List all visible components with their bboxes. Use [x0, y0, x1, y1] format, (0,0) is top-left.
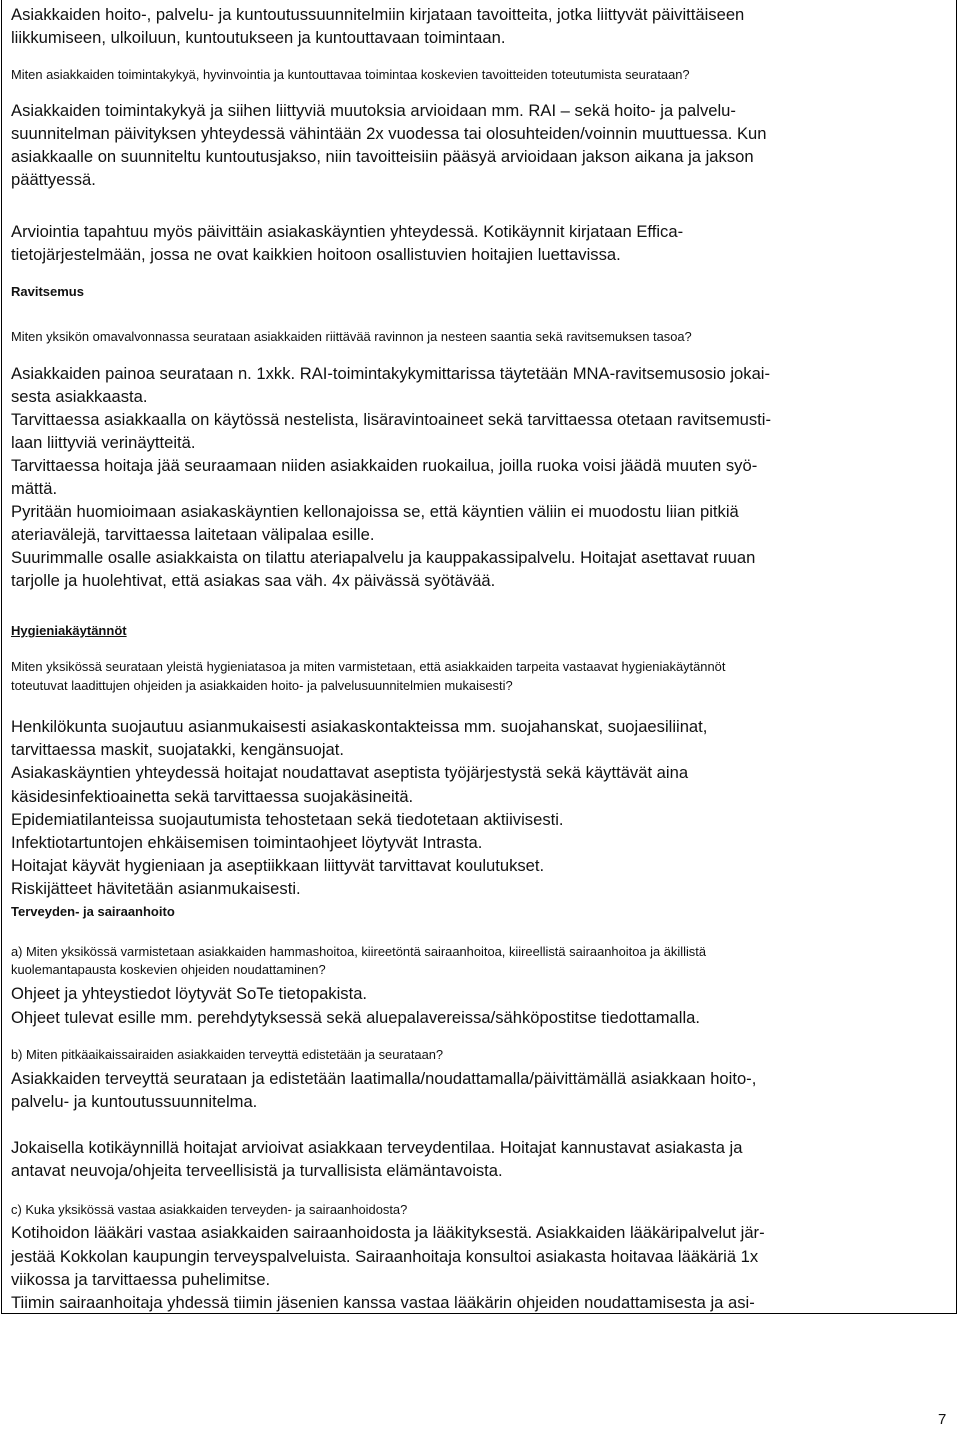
text-line: Tiimin sairaanhoitaja yhdessä tiimin jäsenien kanssa vastaa lääkärin ohjeiden noudattamisesta ja asi- [11, 1293, 755, 1312]
question-line: toteutuvat laadittujen ohjeiden ja asiakkaiden hoito- ja palvelusuunnitelmien mukaisesti? [11, 678, 513, 693]
text-line: Asiakaskäyntien yhteydessä hoitajat noudattavat aseptista työjärjestystä sekä käyttävät aina [11, 763, 689, 782]
text-line: suunnitelman päivityksen yhteydessä vähintään 2x vuodessa tai olosuhteiden/voinnin muuttuessa. Kun [11, 124, 767, 143]
text-line: antavat neuvoja/ohjeita terveellisistä ja turvallisista elämäntavoista. [11, 1161, 503, 1180]
text-line: Infektiotartuntojen ehkäisemisen toimintaohjeet löytyvät Intrasta. [11, 833, 483, 852]
text-line: Suurimmalle osalle asiakkaista on tilattu ateriapalvelu ja kauppakassipalvelu. Hoitajat asettavat ruuan [11, 548, 756, 567]
text-line: Asiakkaiden hoito-, palvelu- ja kuntoutussuunnitelmiin kirjataan tavoitteita, jotka liittyvät päivittäiseen [11, 5, 745, 24]
text-line: laan liittyviä verinäytteitä. [11, 433, 196, 452]
text-line: tarjolle ja huolehtivat, että asiakas saa väh. 4x päivässä syötävää. [11, 571, 496, 590]
question-line: b) Miten pitkäaikaissairaiden asiakkaiden terveyttä edistetään ja seurataan? [11, 1047, 444, 1062]
question-line: a) Miten yksikössä varmistetaan asiakkaiden hammashoitoa, kiireetöntä sairaanhoitoa, kiireellistä sairaanhoitoa ja äkillistä [11, 944, 707, 959]
text-line: sesta asiakkaasta. [11, 387, 148, 406]
question-line: Miten asiakkaiden toimintakykyä, hyvinvointia ja kuntouttavaa toimintaa koskevien tavoitteiden toteutumista seurataan? [11, 67, 690, 82]
text-line: Asiakkaiden toimintakykyä ja siihen liittyviä muutoksia arvioidaan mm. RAI – sekä hoito- ja palvelu- [11, 101, 736, 120]
text-line: päättyessä. [11, 170, 96, 189]
text-line: jestää Kokkolan kaupungin terveyspalveluista. Sairaanhoitaja konsultoi asiakasta hoitavaa lääkäriä 1x [11, 1247, 759, 1266]
text-line: Tarvittaessa asiakkaalla on käytössä nestelista, lisäravintoaineet sekä tarvittaessa otetaan ravitsemusti- [11, 410, 771, 429]
text-line: Asiakkaiden terveyttä seurataan ja edistetään laatimalla/noudattamalla/päivittämällä asiakkaan hoito-, [11, 1069, 757, 1088]
text-line: Hoitajat käyvät hygieniaan ja aseptiikkaan liittyvät tarvittavat koulutukset. [11, 856, 545, 875]
text-line: ateriavälejä, tarvittaessa laitetaan välipalaa esille. [11, 525, 375, 544]
page-number: 7 [938, 1411, 947, 1428]
content-frame [1, 0, 957, 1314]
text-line: tarvittaessa maskit, suojatakki, kengänsuojat. [11, 740, 344, 759]
section-heading-hygieniakaytannot: Hygieniakäytännöt [11, 623, 127, 638]
text-line: Kotihoidon lääkäri vastaa asiakkaiden sairaanhoidosta ja lääkityksestä. Asiakkaiden lääkäripalvelut jär- [11, 1223, 765, 1242]
text-line: Asiakkaiden painoa seurataan n. 1xkk. RAI-toimintakykymittarissa täytetään MNA-ravitsemusosio jokai- [11, 364, 771, 383]
text-line: Pyritään huomioimaan asiakaskäyntien kellonajoissa se, että käyntien väliin ei muodostu liian pitkiä [11, 502, 739, 521]
section-heading-ravitsemus: Ravitsemus [11, 284, 84, 299]
text-line: asiakkaalle on suunniteltu kuntoutusjakso, niin tavoitteisiin pääsyä arvioidaan jakson aikana ja jakson [11, 147, 754, 166]
text-line: Tarvittaessa hoitaja jää seuraamaan niiden asiakkaiden ruokailua, joilla ruoka voisi jäädä muuten syö- [11, 456, 758, 475]
question-line: Miten yksikön omavalvonnassa seurataan asiakkaiden riittävää ravinnon ja nesteen saantia sekä ravitsemuksen tasoa? [11, 329, 692, 344]
text-line: mättä. [11, 479, 58, 498]
text-line: viikossa ja tarvittaessa puhelimitse. [11, 1270, 271, 1289]
text-line: liikkumiseen, ulkoiluun, kuntoutukseen ja kuntouttavaan toimintaan. [11, 28, 506, 47]
text-line: käsidesinfektioainetta sekä tarvittaessa suojakäsineitä. [11, 787, 414, 806]
section-heading-terveyden-ja-sairaanhoito: Terveyden- ja sairaanhoito [11, 904, 175, 919]
text-line: Jokaisella kotikäynnillä hoitajat arvioivat asiakkaan terveydentilaa. Hoitajat kannustavat asiakasta ja [11, 1138, 743, 1157]
question-line: Miten yksikössä seurataan yleistä hygieniatasoa ja miten varmistetaan, että asiakkaiden tarpeita vastaavat hygieniakäytännöt [11, 659, 726, 674]
text-line: Ohjeet tulevat esille mm. perehdytyksessä sekä aluepalavereissa/sähköpostitse tiedottamalla. [11, 1008, 700, 1027]
text-line: tietojärjestelmään, jossa ne ovat kaikkien hoitoon osallistuvien hoitajien luettavissa. [11, 245, 621, 264]
text-line: palvelu- ja kuntoutussuunnitelma. [11, 1092, 258, 1111]
text-line: Ohjeet ja yhteystiedot löytyvät SoTe tietopakista. [11, 984, 368, 1003]
text-line: Arviointia tapahtuu myös päivittäin asiakaskäyntien yhteydessä. Kotikäynnit kirjataan Effica- [11, 222, 684, 241]
question-line: kuolemantapausta koskevien ohjeiden noudattaminen? [11, 962, 326, 977]
text-line: Epidemiatilanteissa suojautumista tehostetaan sekä tiedotetaan aktiivisesti. [11, 810, 564, 829]
question-line: c) Kuka yksikössä vastaa asiakkaiden terveyden- ja sairaanhoidosta? [11, 1202, 408, 1217]
text-line: Henkilökunta suojautuu asianmukaisesti asiakaskontakteissa mm. suojahanskat, suojaesiliinat, [11, 717, 708, 736]
text-line: Riskijätteet hävitetään asianmukaisesti. [11, 879, 301, 898]
